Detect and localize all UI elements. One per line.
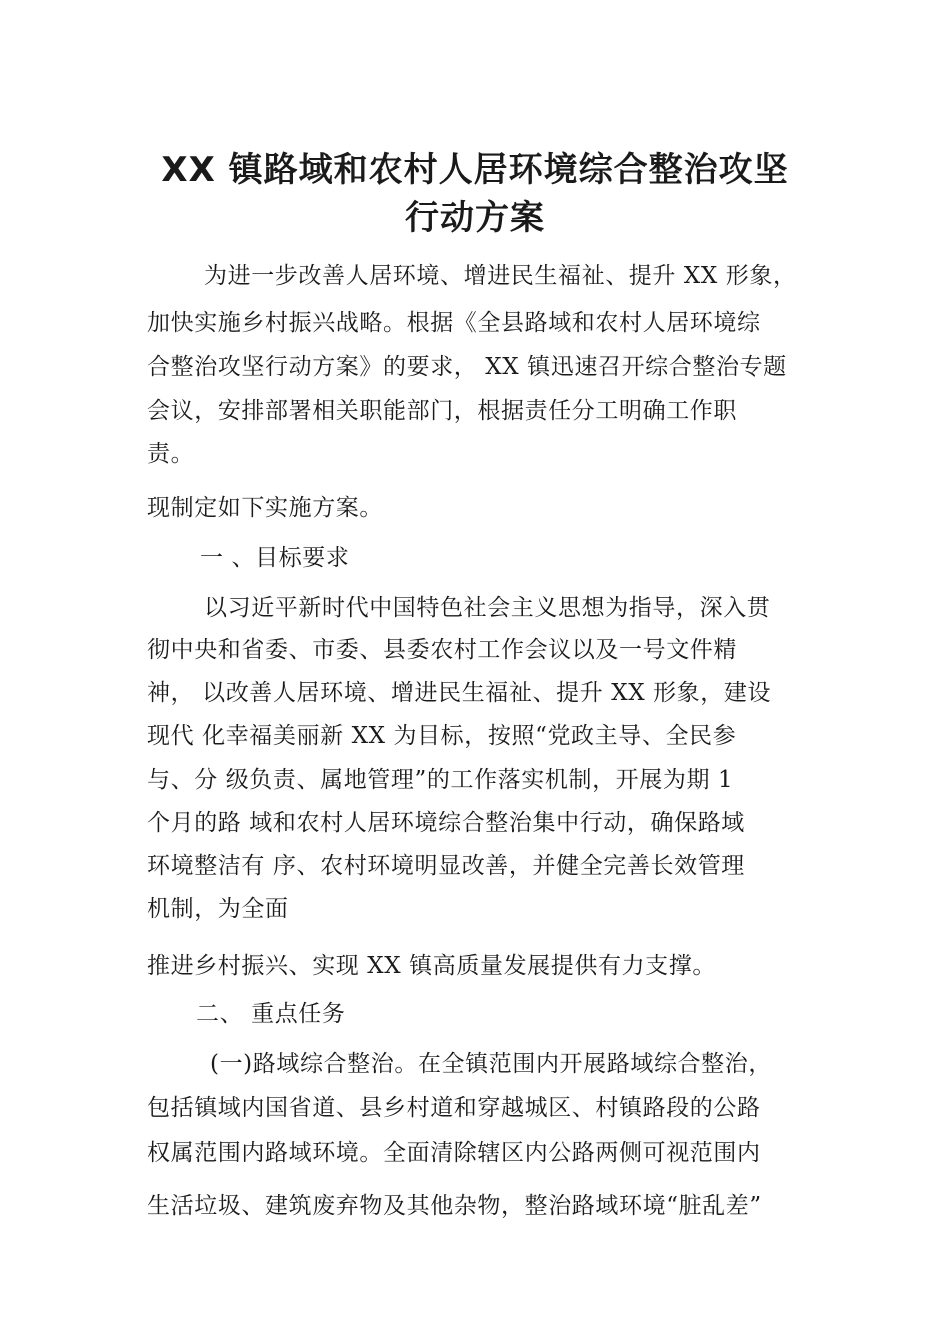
paragraph-line: 与、分 级负责、属地管理”的工作落实机制，开展为期 1 — [147, 767, 734, 793]
document-title-line-2: 行动方案 — [405, 198, 545, 238]
paragraph-line: 推进乡村振兴、实现 XX 镇高质量发展提供有力支撑。 — [147, 953, 716, 979]
paragraph-line: 现代 化幸福美丽新 XX 为目标，按照“党政主导、全民参 — [147, 723, 737, 749]
paragraph-line: 加快实施乡村振兴战略。根据《全县路域和农村人居环境综 — [147, 310, 761, 336]
paragraph-line: 为进一步改善人居环境、增进民生福祉、提升 XX 形象， — [204, 263, 797, 289]
section-heading: 二、 重点任务 — [196, 1001, 346, 1027]
paragraph-line: 权属范围内路域环境。全面清除辖区内公路两侧可视范围内 — [147, 1140, 761, 1166]
paragraph-line: 彻中央和省委、市委、县委农村工作会议以及一号文件精 — [147, 637, 737, 663]
paragraph-line: 生活垃圾、建筑废弃物及其他杂物，整治路域环境“脏乱差” — [147, 1193, 762, 1219]
paragraph-line: 个月的路 域和农村人居环境综合整治集中行动，确保路域 — [147, 810, 745, 836]
paragraph-line: 责。 — [147, 441, 195, 467]
paragraph-line: 会议，安排部署相关职能部门，根据责任分工明确工作职 — [147, 398, 737, 424]
paragraph-line: 环境整洁有 序、农村环境明显改善，并健全完善长效管理 — [147, 853, 745, 879]
paragraph-line: 合整治攻坚行动方案》的要求， XX 镇迅速召开综合整治专题 — [147, 354, 787, 380]
paragraph-line: 神， 以改善人居环境、增进民生福祉、提升 XX 形象，建设 — [147, 680, 772, 706]
paragraph-line: 以习近平新时代中国特色社会主义思想为指导，深入贯 — [204, 595, 771, 621]
document-title-line-1: XX 镇路域和农村人居环境综合整治攻坚 — [161, 150, 789, 190]
section-heading: 一 、目标要求 — [200, 545, 350, 571]
paragraph-line: (一)路域综合整治。在全镇范围内开展路域综合整治， — [210, 1051, 772, 1077]
paragraph-line: 机制，为全面 — [147, 896, 289, 922]
paragraph-line: 包括镇域内国省道、县乡村道和穿越城区、村镇路段的公路 — [147, 1095, 761, 1121]
paragraph-line: 现制定如下实施方案。 — [147, 495, 383, 521]
